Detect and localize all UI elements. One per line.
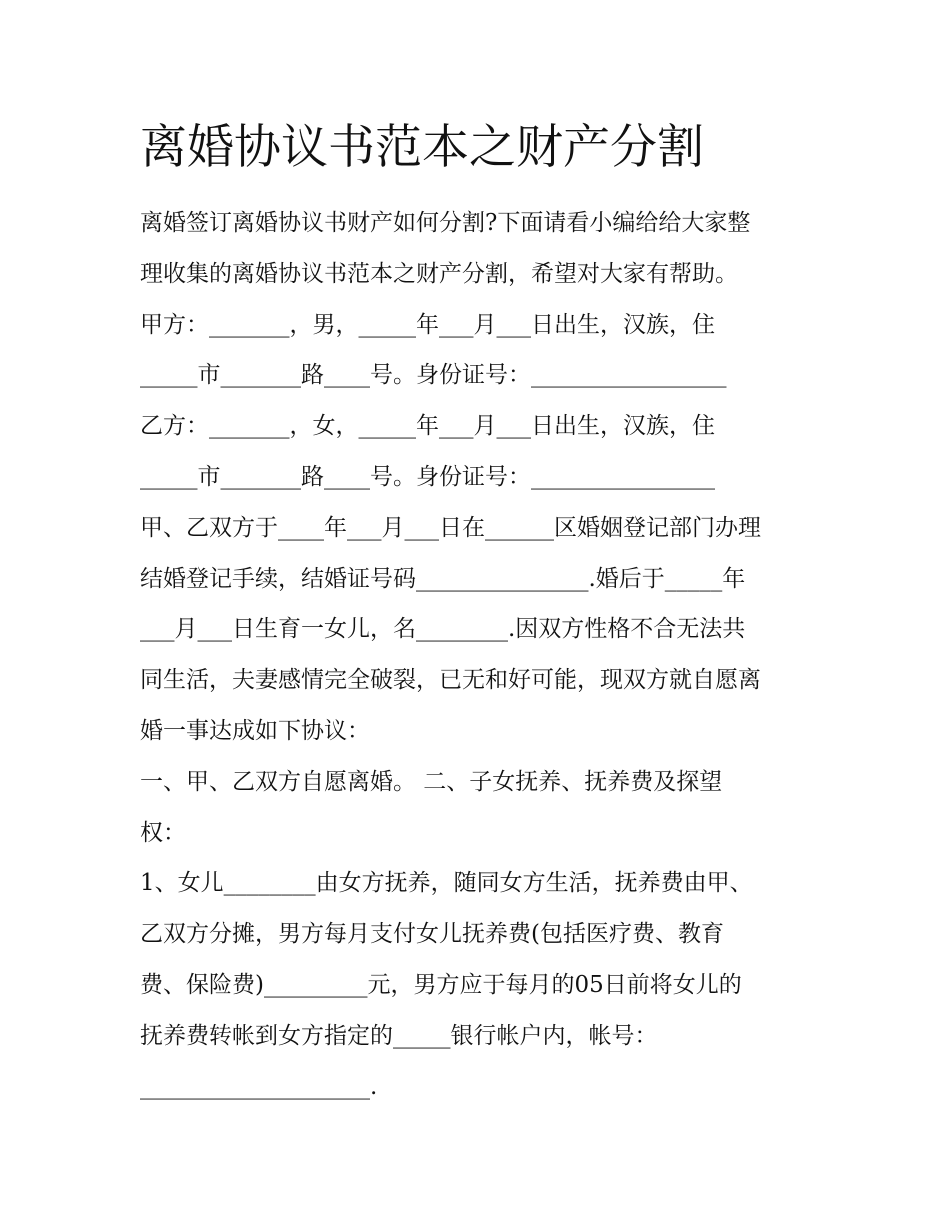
body-line-5: 乙方：_______，女，_____年___月___日出生，汉族，住 (140, 413, 715, 440)
body-line-18: ____________________. (140, 1073, 378, 1100)
body-line-17: 抚养费转帐到女方指定的_____银行帐户内，帐号： (140, 1022, 658, 1049)
document-title: 离婚协议书范本之财产分割 (140, 120, 704, 175)
body-line-3: 甲方：_______，男，_____年___月___日出生，汉族，住 (140, 311, 715, 338)
body-line-10: 同生活，夫妻感情完全破裂，已无和好可能，现双方就自愿离 (140, 667, 761, 694)
body-line-11: 婚一事达成如下协议： (140, 717, 370, 744)
body-line-12: 一、甲、乙双方自愿离婚。 二、子女抚养、抚养费及探望 (140, 768, 723, 795)
body-line-16: 费、保险费)_________元，男方应于每月的05日前将女儿的 (140, 971, 742, 998)
body-line-7: 甲、乙双方于____年___月___日在______区婚姻登记部门办理 (140, 514, 761, 541)
body-line-8: 结婚登记手续，结婚证号码_______________.婚后于_____年 (140, 565, 746, 592)
body-line-9: ___月___日生育一女儿，名________.因双方性格不合无法共 (140, 616, 746, 643)
body-line-13: 权： (140, 819, 186, 846)
body-line-15: 乙双方分摊，男方每月支付女儿抚养费(包括医疗费、教育 (140, 921, 724, 948)
body-line-14: 1、女儿________由女方抚养，随同女方生活，抚养费由甲、 (140, 870, 753, 897)
body-line-4: _____市_______路____号。身份证号：_________________ (140, 362, 727, 389)
document-body (140, 198, 840, 1112)
body-line-2: 理收集的离婚协议书范本之财产分割，希望对大家有帮助。 (140, 260, 738, 287)
body-line-1: 离婚签订离婚协议书财产如何分割?下面请看小编给给大家整 (140, 210, 751, 236)
body-line-6: _____市_______路____号。身份证号：________________ (140, 463, 715, 490)
